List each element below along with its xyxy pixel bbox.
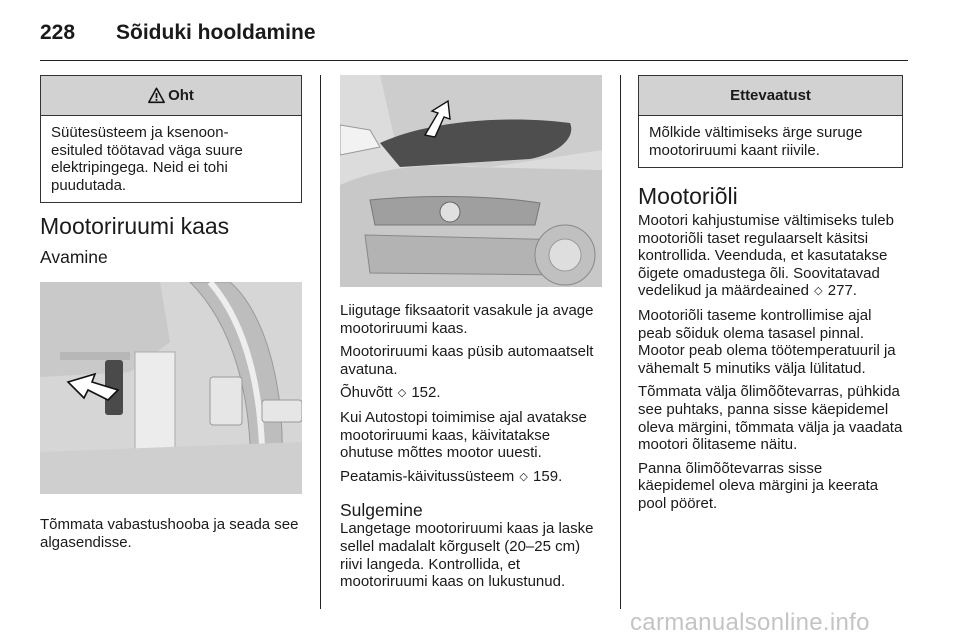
subheading-closing: Sulgemine <box>340 500 423 521</box>
oil-intro-page: 277 <box>827 282 853 300</box>
section-heading-hood: Mootoriruumi kaas <box>40 213 230 239</box>
column-middle <box>340 75 602 591</box>
column-divider-1 <box>320 75 321 609</box>
air-intake-page: 152 <box>411 384 437 402</box>
page-number: 228 <box>40 21 76 44</box>
oil-intro-text: Mootori kahjustumise vältimiseks tuleb mootoriõli taset regulaarselt käsitsi kontrollida. Veenduda, et kasutatakse õigete omadustega õli. Soovitatavad vedelikud ja määrdeained <box>638 212 894 300</box>
dipstick-procedure: Tõmmata välja õlimõõtevarras, pühkida see puhtaks, panna sisse käepidemel oleva märgini, tõmmata välja ja vaadata mootori õlitaseme näitu. <box>638 383 903 454</box>
air-intake-reference: Õhuvõtt ◇ 152. <box>340 384 441 402</box>
autostop-note: Kui Autostopi toimimise ajal avatakse mootoriruumi kaas, käivitatakse ohutuse mõttes mootor uuesti. <box>340 408 587 462</box>
car-hood-drawing <box>340 75 602 287</box>
hood-release-lever-illustration <box>40 282 302 494</box>
step-move-latch: Liigutage fiksaatorit vasakule ja avage mootoriruumi kaas. <box>340 302 594 337</box>
closing-instructions: Langetage mootoriruumi kaas ja laske sellel madalalt kõrguselt (20–25 cm) riivi langeda. Kontrollida, et mootoriruumi kaas on lukustunud. <box>340 520 594 591</box>
stop-start-reference: Peatamis-käivitussüsteem ◇ 159. <box>340 467 563 485</box>
stop-start-page: 159 <box>533 467 559 485</box>
step-hood-stays-open: Mootoriruumi kaas püsib automaatselt avatuna. <box>340 343 594 378</box>
warning-triangle-icon <box>148 87 165 104</box>
oil-check-conditions: Mootoriõli taseme kontrollimise ajal peab sõiduk olema tasasel pinnal. Mootor peab olema töötemperatuuril ja vähemalt 5 minutiks välja lülitatud. <box>638 306 896 377</box>
header-divider <box>40 60 908 61</box>
column-left <box>40 75 302 551</box>
chapter-title: Sõiduki hooldamine <box>116 21 316 44</box>
danger-box-header <box>41 76 301 116</box>
hood-release-lever-drawing <box>40 282 302 494</box>
danger-box-text: Süütesüsteem ja ksenoon- esituled töötavad väga suure elektripingega. Neid ei tohi puudutada. <box>51 124 243 194</box>
page-reference-arrow-icon: ◇ <box>814 285 823 298</box>
page-header <box>40 18 316 48</box>
stop-start-text: Peatamis-käivitussüsteem <box>340 467 515 485</box>
watermark: carmanualsonline.info <box>630 609 870 636</box>
caution-box <box>638 75 903 168</box>
danger-box <box>40 75 302 203</box>
air-intake-text: Õhuvõtt <box>340 384 393 402</box>
oil-intro-paragraph: Mootori kahjustumise vältimiseks tuleb mootoriõli taset regulaarselt käsitsi kontrollida. Veenduda, et kasutatakse õigete omadustega õli. Soovitatavad vedelikud ja määrdeained ◇ 277. <box>638 212 894 300</box>
page-reference-arrow-icon: ◇ <box>397 387 407 400</box>
caution-box-text: Mõlkide vältimiseks ärge suruge mootoriruumi kaant riivile. <box>649 124 863 159</box>
page-reference-arrow-icon: ◇ <box>519 470 528 483</box>
column-divider-2 <box>620 75 621 609</box>
subheading-opening: Avamine <box>40 247 108 267</box>
section-heading-engine-oil: Mootoriõli <box>638 183 738 209</box>
column-right <box>638 75 903 513</box>
hood-latch-illustration <box>340 75 602 287</box>
caution-box-header: Ettevaatust <box>639 76 902 116</box>
danger-box-title: Oht <box>168 87 194 104</box>
caption-release-lever: Tõmmata vabastushooba ja seada see algasendisse. <box>40 516 299 551</box>
dipstick-reinsert: Panna õlimõõtevarras sisse käepidemel oleva märgini ja keerata pool pööret. <box>638 459 879 512</box>
